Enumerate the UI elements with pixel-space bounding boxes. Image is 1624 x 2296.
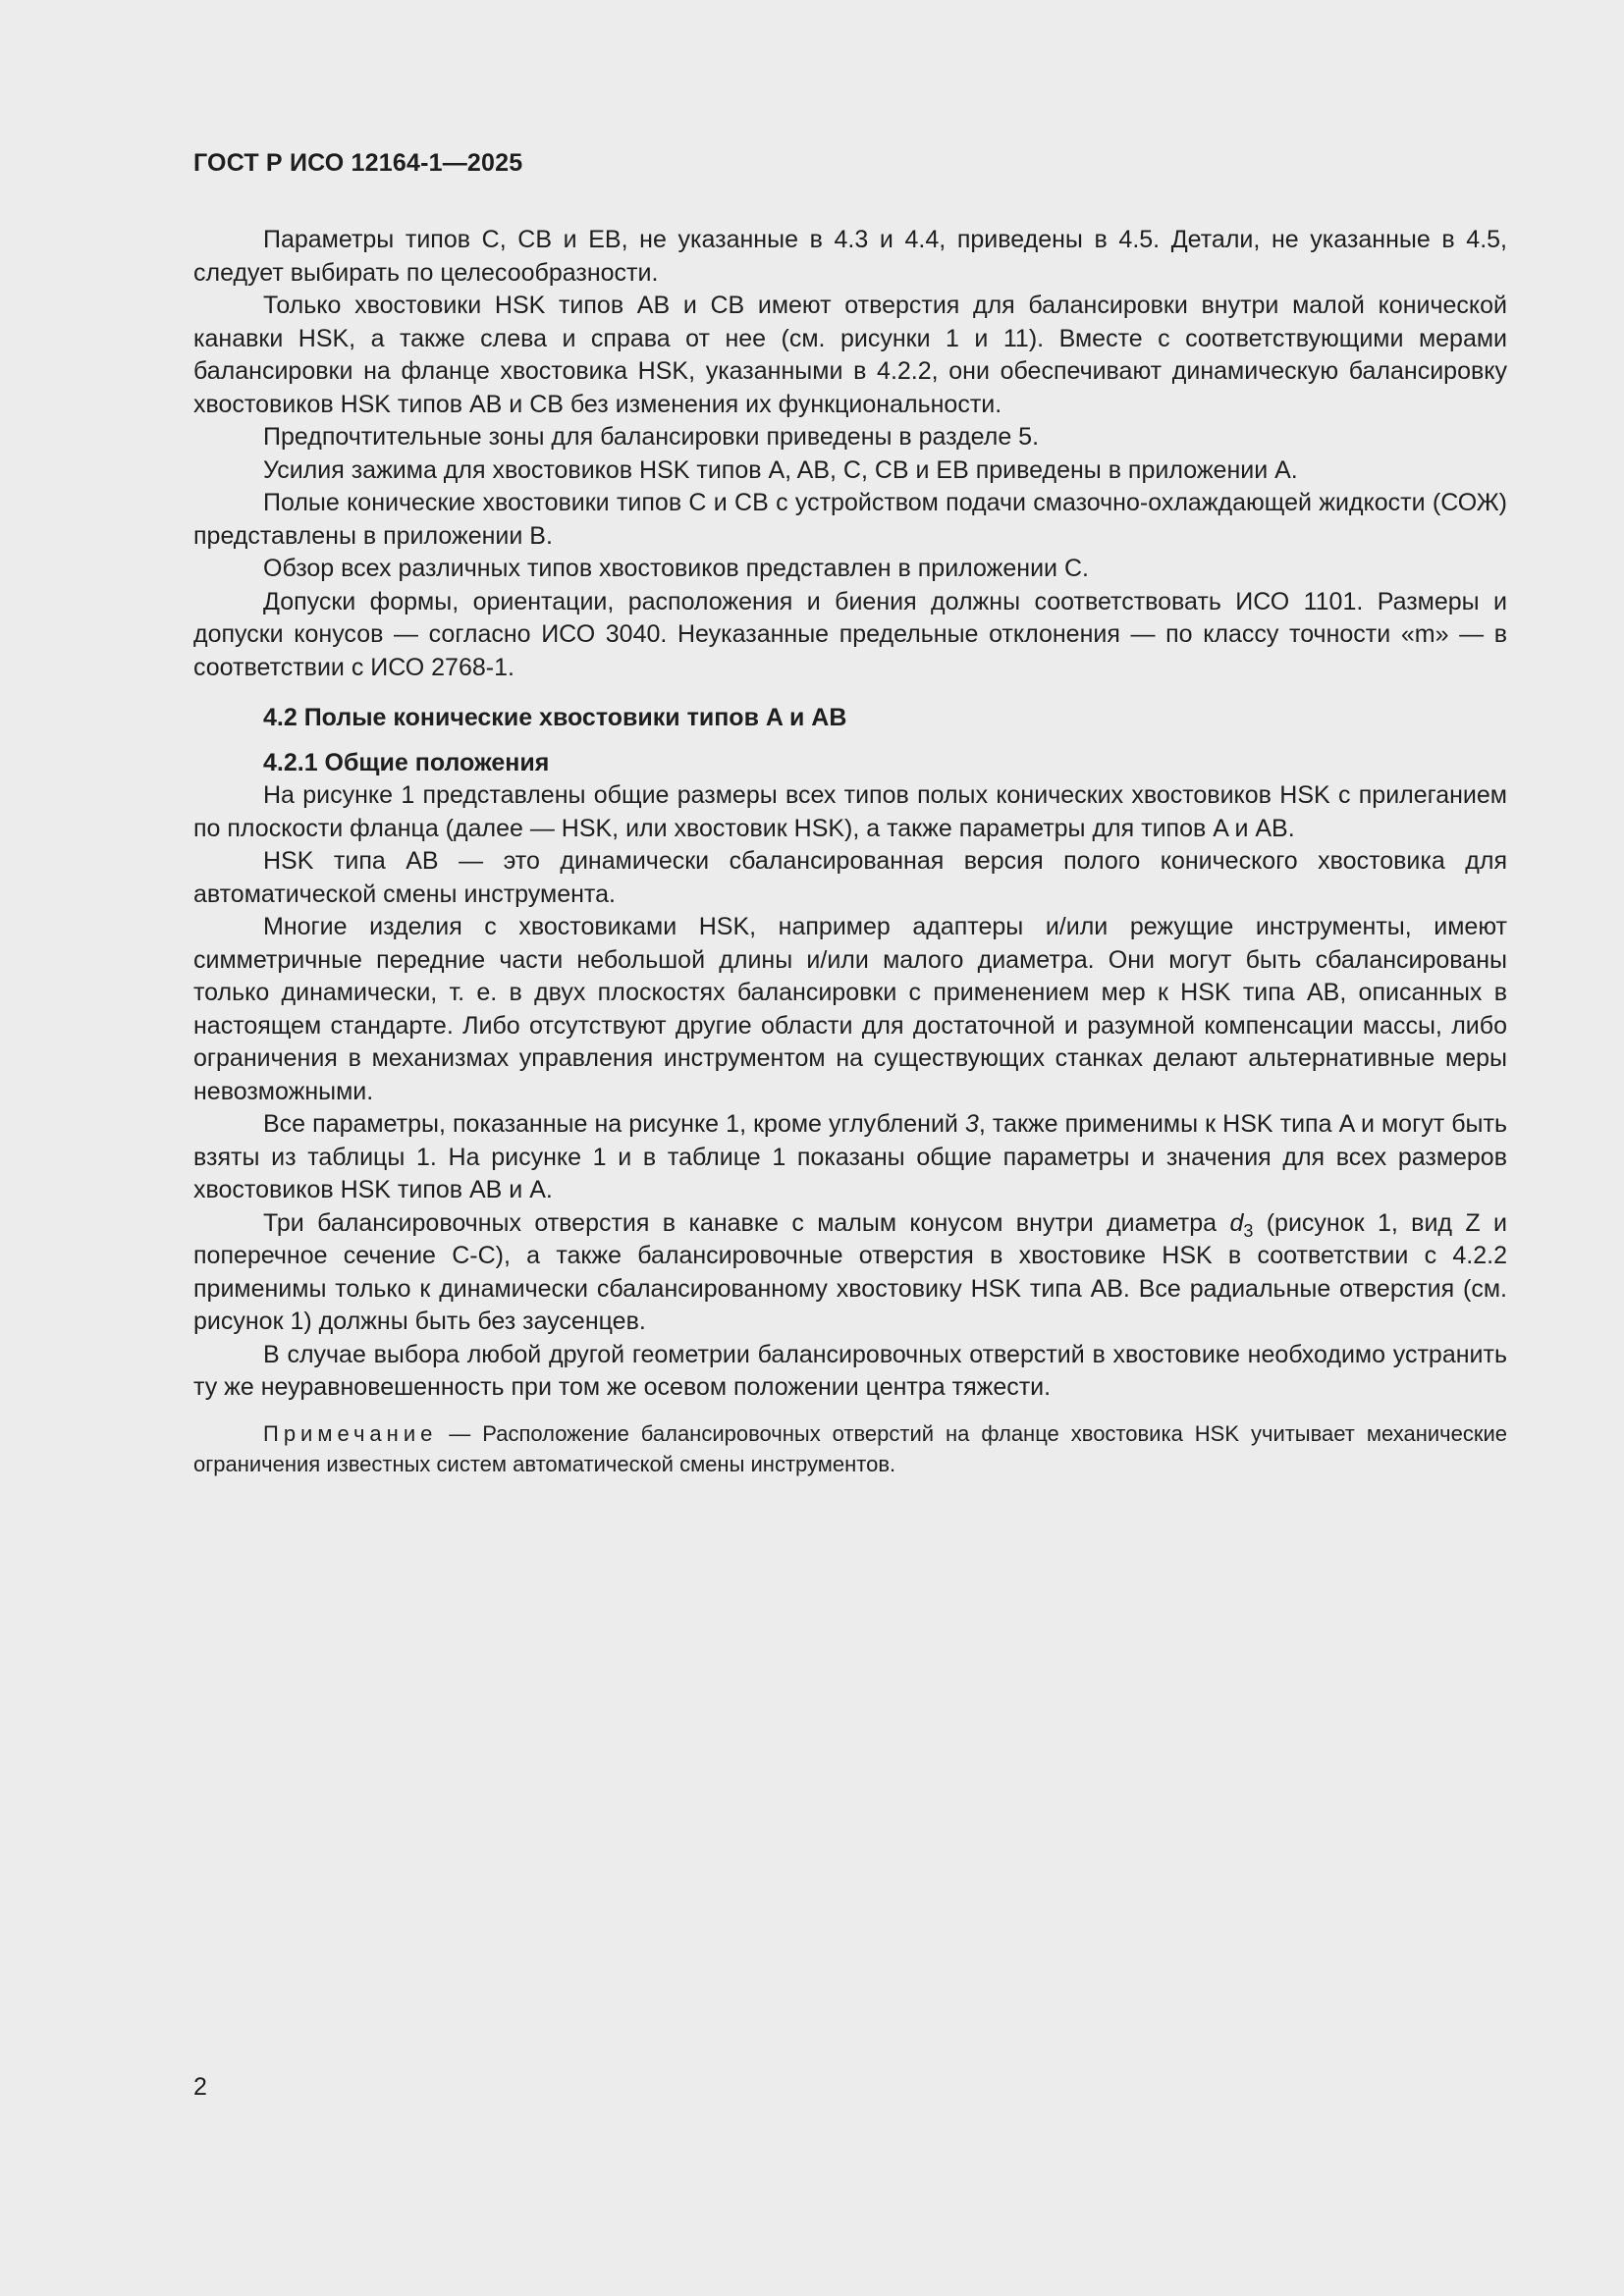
diameter-subscript: 3 bbox=[1243, 1220, 1254, 1241]
document-header: ГОСТ Р ИСО 12164-1—2025 bbox=[193, 149, 523, 177]
note-text: — Расположение балансировочных отверстий на фланце хвостовика HSK учитывает механические ограничения известных систем автоматической смены инструментов. bbox=[193, 1420, 1507, 1476]
diameter-symbol: d bbox=[1229, 1208, 1244, 1237]
section-heading: 4.2 Полые конические хвостовики типов A и AB bbox=[263, 704, 847, 731]
paragraph: Предпочтительные зоны для балансировки приведены в разделе 5. bbox=[263, 423, 1040, 451]
text-run: Все параметры, показанные на рисунке 1, кроме углублений bbox=[263, 1110, 965, 1138]
recess-reference: 3 bbox=[964, 1110, 979, 1138]
page-number: 2 bbox=[193, 2073, 207, 2101]
paragraph: Многие изделия с хвостовиками HSK, например адаптеры и/или режущие инструменты, имеют симметричные передние части небольшой длины и/или малого диаметра. Они могут быть сбалансированы только динамически, т. е. в двух плоскостях балансировки с применением мер к HSK типа AB, описанных в настоящем стандарте. Либо отсутствуют другие области для достаточной и разумной компенсации массы, либо ограничения в механизмах управления инструментом на существующих станках делают альтернативные меры невозможными. bbox=[193, 913, 1507, 1105]
subsection-heading: 4.2.1 Общие положения bbox=[263, 748, 550, 776]
paragraph: Усилия зажима для хвостовиков HSK типов A, AB, C, CB и EB приведены в приложении A. bbox=[263, 455, 1298, 484]
paragraph: В случае выбора любой другой геометрии балансировочных отверстий в хвостовике необходимо устранить ту же неуравновешенность при том же осевом положении центра тяжести. bbox=[193, 1340, 1507, 1401]
text-run: Три балансировочных отверстия в канавке с малым конусом внутри диаметра bbox=[263, 1208, 1230, 1237]
text-run: , также применимы к HSK типа A и могут быть взяты из таблицы 1. На рисунке 1 и в таблице 1 показаны общие параметры и значения для всех размеров хвостовиков HSK типов AB и A. bbox=[193, 1110, 1507, 1203]
paragraph: Обзор всех различных типов хвостовиков представлен в приложении C. bbox=[263, 555, 1089, 582]
paragraph bbox=[193, 1108, 1507, 1207]
note bbox=[193, 1418, 1507, 1479]
paragraph: На рисунке 1 представлены общие размеры всех типов полых конических хвостовиков HSK с прилеганием по плоскости фланца (далее — HSK, или хвостовик HSK), а также параметры для типов A и AB. bbox=[193, 781, 1507, 842]
paragraph: Параметры типов C, CB и EB, не указанные в 4.3 и 4.4, приведены в 4.5. Детали, не указанные в 4.5, следует выбирать по целесообразности. bbox=[193, 226, 1507, 287]
paragraph: Полые конические хвостовики типов C и CB с устройством подачи смазочно-охлаждающей жидкости (СОЖ) представлены в приложении B. bbox=[193, 489, 1507, 550]
note-label: Примечание bbox=[263, 1420, 438, 1446]
paragraph: HSK типа AB — это динамически сбалансированная версия полого конического хвостовика для автоматической смены инструмента. bbox=[193, 847, 1507, 908]
body-text bbox=[193, 224, 1507, 1479]
text-run: (рисунок 1, вид Z и поперечное сечение C-C), а также балансировочные отверстия в хвостовике HSK в соответствии с 4.2.2 применимы только к динамически сбалансированному хвостовику HSK типа AB. Все радиальные отверстия (см. рисунок 1) должны быть без заусенцев. bbox=[193, 1208, 1507, 1335]
paragraph: Допуски формы, ориентации, расположения и биения должны соответствовать ИСО 1101. Размеры и допуски конусов — согласно ИСО 3040. Неуказанные предельные отклонения — по классу точности «m» — в соответствии с ИСО 2768-1. bbox=[193, 587, 1507, 681]
paragraph: Только хвостовики HSK типов AB и CB имеют отверстия для балансировки внутри малой конической канавки HSK, а также слева и справа от нее (см. рисунки 1 и 11). Вместе с соответствующими мерами балансировки на фланце хвостовика HSK, указанными в 4.2.2, они обеспечивают динамическую балансировку хвостовиков HSK типов AB и CB без изменения их функциональности. bbox=[193, 292, 1507, 418]
paragraph bbox=[193, 1207, 1507, 1339]
